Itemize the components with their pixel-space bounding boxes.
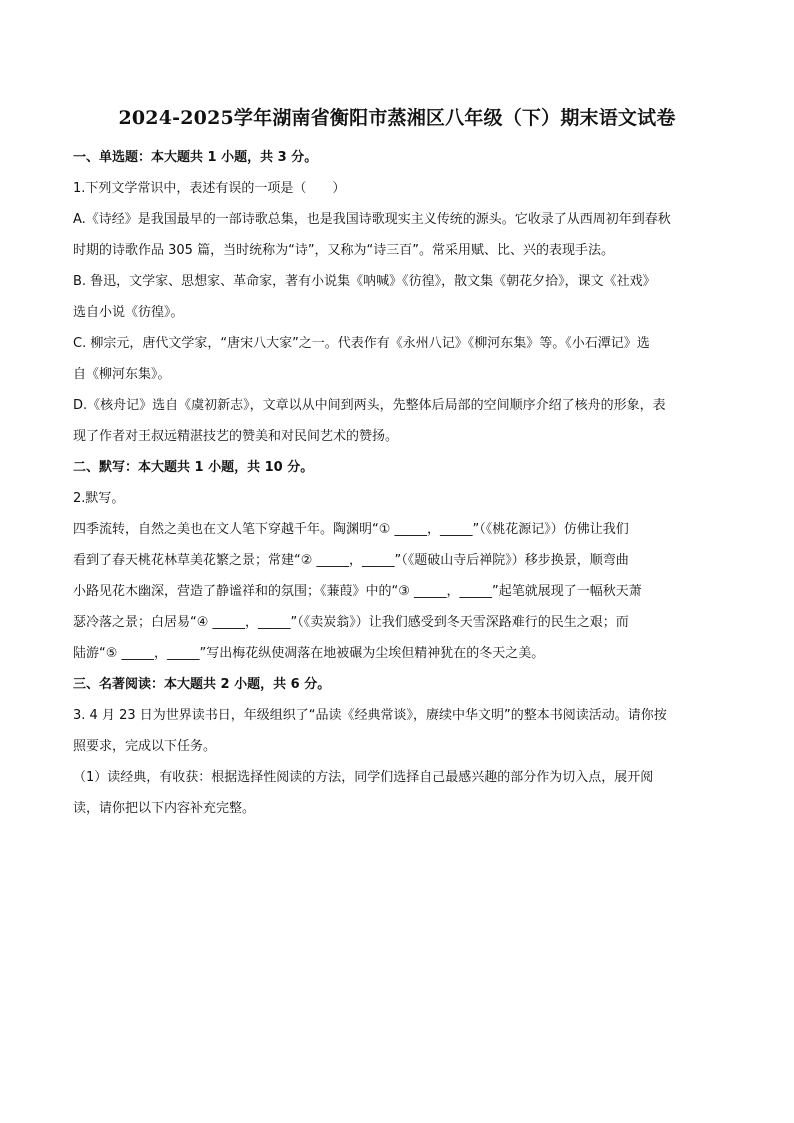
- dictation-line-3: 小路见花木幽深，营造了静谧祥和的氛围；《蒹葭》中的“③ _____，_____”起笔就展现了一幅秋天萧: [73, 584, 642, 599]
- dictation-line-1: 四季流转，自然之美也在文人笔下穿越千年。陶渊明“① _____，_____”（《桃花源记》）仿佛让我们: [73, 522, 629, 537]
- option-b-line-2: 选自小说《彷徨》。: [73, 305, 184, 320]
- option-d-line-1: D.《核舟记》选自《虞初新志》，文章以从中间到两头，先整体后局部的空间顺序介绍了核舟的形象，表: [73, 398, 666, 413]
- exam-title: 2024-2025学年湖南省衡阳市蒸湘区八年级（下）期末语文试卷: [118, 107, 676, 129]
- option-a-line-1: A.《诗经》是我国最早的一部诗歌总集，也是我国诗歌现实主义传统的源头。它收录了从西周初年到春秋: [73, 212, 671, 227]
- question-1-stem: 1.下列文学常识中，表述有误的一项是（ ）: [73, 181, 346, 196]
- option-c-line-1: C. 柳宗元，唐代文学家，“唐宋八大家”之一。代表作有《永州八记》《柳河东集》等。《小石潭记》选: [73, 336, 650, 351]
- dictation-line-5: 陆游“⑤ _____，_____”写出梅花纵使凋落在地被碾为尘埃但精神犹在的冬天之美。: [73, 646, 545, 661]
- exam-content: [73, 142, 723, 824]
- option-c-line-2: 自《柳河东集》。: [73, 367, 171, 382]
- option-a-line-2: 时期的诗歌作品 305 篇，当时统称为“诗”，又称为“诗三百”。常采用赋、比、兴的表现手法。: [73, 243, 615, 258]
- option-d-line-2: 现了作者对王叔远精湛技艺的赞美和对民间艺术的赞扬。: [73, 429, 399, 444]
- question-3-sub1-line-1: （1）读经典，有收获：根据选择性阅读的方法，同学们选择自己最感兴趣的部分作为切入点，展开阅: [73, 770, 654, 785]
- question-2-stem: 2.默写。: [73, 491, 125, 506]
- question-3-sub1-line-2: 读，请你把以下内容补充完整。: [73, 801, 256, 816]
- dictation-line-4: 瑟冷落之景；白居易“④ _____，_____”（《卖炭翁》）让我们感受到冬天雪深路难行的民生之艰；而: [73, 615, 629, 630]
- question-3-line-1: 3. 4 月 23 日为世界读书日，年级组织了“品读《经典常谈》，赓续中华文明”的整本书阅读活动。请你按: [73, 708, 667, 723]
- question-3-line-2: 照要求，完成以下任务。: [73, 739, 217, 754]
- option-b-line-1: B. 鲁迅，文学家、思想家、革命家，著有小说集《呐喊》《彷徨》，散文集《朝花夕拾》，课文《社戏》: [73, 274, 656, 289]
- section-heading-single-choice: 一、单选题：本大题共 1 小题，共 3 分。: [73, 150, 318, 165]
- section-heading-classic-reading: 三、名著阅读：本大题共 2 小题，共 6 分。: [73, 677, 331, 692]
- dictation-line-2: 看到了春天桃花林草美花繁之景；常建“② _____，_____”（《题破山寺后禅院》）移步换景，顺弯曲: [73, 553, 629, 568]
- section-heading-dictation: 二、默写：本大题共 1 小题，共 10 分。: [73, 460, 314, 475]
